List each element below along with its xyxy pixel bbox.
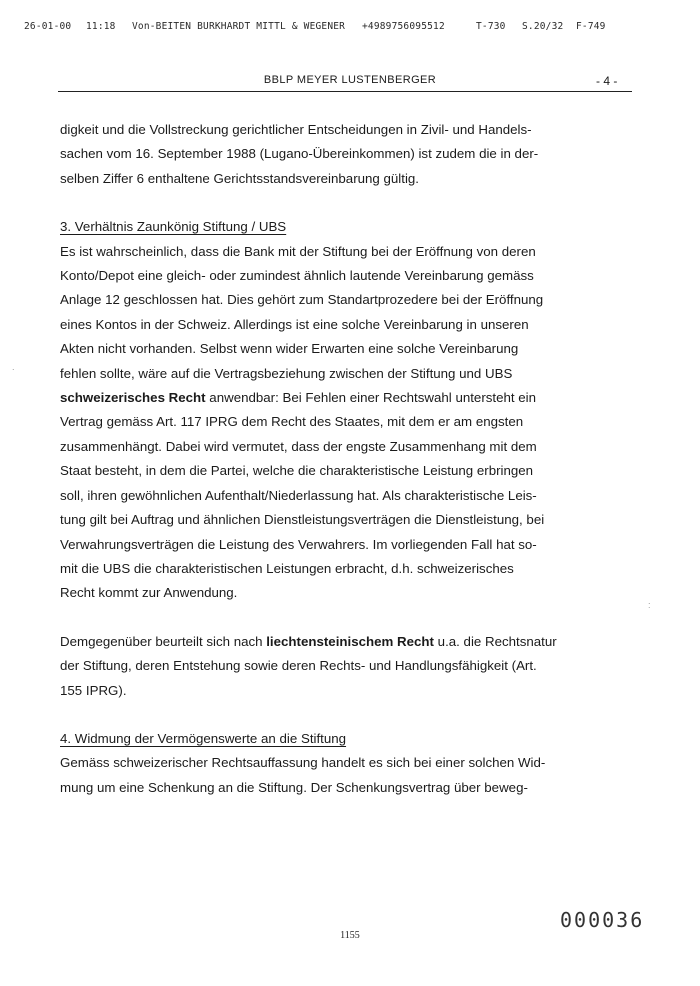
section-3-heading bbox=[60, 215, 592, 239]
fax-date: 26-01-00 bbox=[24, 21, 72, 32]
text-line: u.a. die Rechtsnatur bbox=[433, 633, 557, 649]
text-line: Vertrag gemäss Art. 117 IPRG dem Recht des Staates, mit dem er am engsten bbox=[60, 414, 524, 430]
text-line: 155 IPRG). bbox=[60, 682, 127, 698]
text-line: mit die UBS die charakteristischen Leistungen erbracht, d.h. schweizerisches bbox=[60, 560, 514, 576]
scan-speck: . bbox=[12, 362, 15, 372]
text-line: Staat besteht, in dem die Partei, welche die charakteristische Leistung erbringen bbox=[60, 463, 534, 479]
fax-job: F-749 bbox=[576, 21, 606, 32]
fax-transmission-header bbox=[24, 21, 664, 35]
fax-sender: Von-BEITEN BURKHARDT MITTL & WEGENER bbox=[132, 21, 346, 32]
bold-term-swiss-law: schweizerisches Recht bbox=[60, 390, 206, 406]
running-head: BBLP MEYER LUSTENBERGER bbox=[263, 74, 437, 86]
document-body bbox=[60, 118, 592, 800]
text-line: tung gilt bei Auftrag und ähnlichen Dienstleistungsverträgen die Dienstleistung, bei bbox=[60, 512, 545, 528]
section-4-paragraph-1 bbox=[60, 751, 592, 800]
text-line: soll, ihren gewöhnlichen Aufenthalt/Niederlassung hat. Als charakteristische Leis- bbox=[60, 487, 537, 503]
fax-pages: S.20/32 bbox=[522, 21, 564, 32]
section-4-heading-text: 4. Widmung der Vermögenswerte an die Stiftung bbox=[60, 730, 347, 746]
text-line: mung um eine Schenkung an die Stiftung. Der Schenkungsvertrag über beweg- bbox=[60, 779, 528, 795]
bold-term-liechtenstein-law: liechtensteinischem Recht bbox=[266, 633, 434, 649]
text-line: Gemäss schweizerischer Rechtsauffassung handelt es sich bei einer solchen Wid- bbox=[60, 755, 546, 771]
text-line: selben Ziffer 6 enthaltene Gerichtsstandsvereinbarung gültig. bbox=[60, 170, 419, 186]
fax-phone: +4989756095512 bbox=[362, 21, 445, 32]
text-line: anwendbar: Bei Fehlen einer Rechtswahl untersteht ein bbox=[205, 390, 537, 406]
page-number: - 4 - bbox=[596, 74, 618, 88]
header-divider bbox=[58, 91, 632, 92]
bates-stamp: 000036 bbox=[560, 908, 645, 932]
text-line: sachen vom 16. September 1988 (Lugano-Übereinkommen) ist zudem die in der- bbox=[60, 146, 539, 162]
text-line: Verwahrungsverträgen die Leistung des Verwahrers. Im vorliegenden Fall hat so- bbox=[60, 536, 537, 552]
fax-code: T-730 bbox=[476, 21, 506, 32]
intro-paragraph bbox=[60, 118, 592, 191]
section-3-heading-text: 3. Verhältnis Zaunkönig Stiftung / UBS bbox=[60, 219, 287, 235]
text-line: der Stiftung, deren Entstehung sowie deren Rechts- und Handlungsfähigkeit (Art. bbox=[60, 658, 537, 674]
text-line: fehlen sollte, wäre auf die Vertragsbeziehung zwischen der Stiftung und UBS bbox=[60, 365, 513, 381]
section-3-paragraph-2 bbox=[60, 630, 592, 703]
section-4-heading bbox=[60, 727, 592, 751]
text-line: Recht kommt zur Anwendung. bbox=[60, 585, 238, 601]
text-line: eines Kontos in der Schweiz. Allerdings ist eine solche Vereinbarung in unseren bbox=[60, 316, 529, 332]
text-line: Anlage 12 geschlossen hat. Dies gehört zum Standartprozedere bei der Eröffnung bbox=[60, 292, 544, 308]
text-line: Konto/Depot eine gleich- oder zumindest ähnlich lautende Vereinbarung gemäss bbox=[60, 268, 534, 284]
scan-speck: : bbox=[648, 600, 651, 610]
folio-number: 1155 bbox=[340, 930, 360, 941]
text-line: digkeit und die Vollstreckung gerichtlicher Entscheidungen in Zivil- und Handels- bbox=[60, 122, 532, 137]
text-line: Demgegenüber beurteilt sich nach bbox=[60, 633, 267, 649]
fax-time: 11:18 bbox=[86, 21, 116, 32]
section-3-paragraph-1 bbox=[60, 240, 592, 606]
text-line: Akten nicht vorhanden. Selbst wenn wider Erwarten eine solche Vereinbarung bbox=[60, 341, 519, 357]
text-line: zusammenhängt. Dabei wird vermutet, dass der engste Zusammenhang mit dem bbox=[60, 438, 537, 454]
text-line: Es ist wahrscheinlich, dass die Bank mit der Stiftung bei der Eröffnung von deren bbox=[60, 243, 536, 259]
